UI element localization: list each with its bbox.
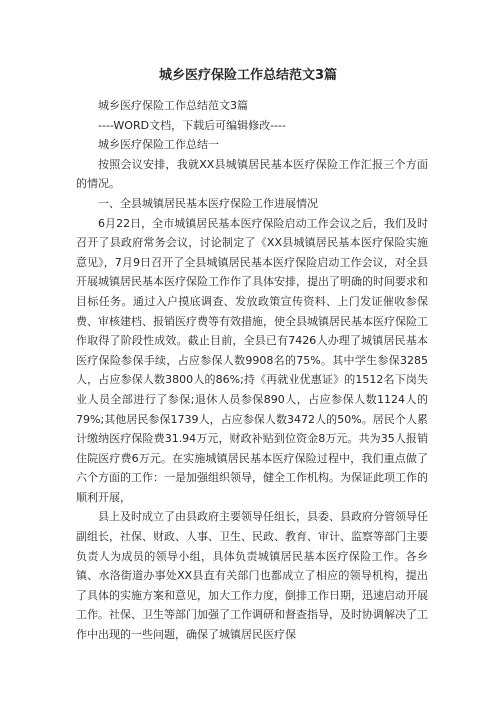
paragraph-heading-one: 一、全县城镇居民基本医疗保险工作进展情况 [98, 196, 318, 210]
document-title: 城乡医疗保险工作总结范文3篇 [158, 68, 338, 83]
paragraph-organization: 县上及时成立了由县政府主要领导任组长，县委、县政府分管领导任副组长，社保、财政、人事、卫生、民政、教育、审计、监察等部门主要负责人为成员的领导小组，具体负责城镇居民基本医疗保险工作。各乡镇、水洛街道办事处XX县直有关部门也都成立了相应的领导机构，提出了具体的实施方案和意见，加大工作力度，倒排工作日期，迅速启动开展工作。社保、卫生等部门加强了工作调研和督查指导，及时协调解决了工作中出现的一些问题，确保了城镇居民医疗保 [76, 510, 428, 642]
document-body [76, 96, 428, 645]
paragraph-progress: 6月22日，全市城镇居民基本医疗保险启动工作会议之后，我们及时召开了县政府常务会议，讨论制定了《XX县城镇居民基本医疗保险实施意见》，7月9日召开了全县城镇居民基本医疗保险启动工作会议，对全县开展城镇居民基本医疗保险工作作了具体安排，提出了明确的时间要求和目标任务。通过入户摸底调查、发放政策宣传资料、上门发证催收参保费、审核建档、报销医疗费等有效措施，使全县城镇居民基本医疗保险工作取得了阶段性成效。截止目前，全县已有7426人办理了城镇居民基本医疗保险参保手续，占应参保人数9908名的75%。其中学生参保3285人，占应参保人数3800人的86%;持《再就业优惠证》的1512名下岗失业人员全部进行了参保;退休人员参保890人，占应参保人数1124人的79%;其他居民参保1739人，占应参保人数3472人的50%。居民个人累计缴纳医疗保险费31.94万元，财政补贴到位资金8万元。共为35人报销住院医疗费6万元。在实施城镇居民基本医疗保险过程中，我们重点做了六个方面的工作：一是加强组织领导，健全工作机构。为保证此项工作的顺利开展， [76, 216, 428, 504]
paragraph-intro: 按照会议安排，我就XX县城镇居民基本医疗保险工作汇报三个方面的情况。 [76, 157, 428, 191]
paragraph-subtitle: 城乡医疗保险工作总结范文3篇 [98, 99, 248, 112]
paragraph-section-heading: 城乡医疗保险工作总结一 [98, 138, 219, 152]
paragraph-word-note: ----WORD文档，下载后可编辑修改---- [98, 118, 286, 132]
